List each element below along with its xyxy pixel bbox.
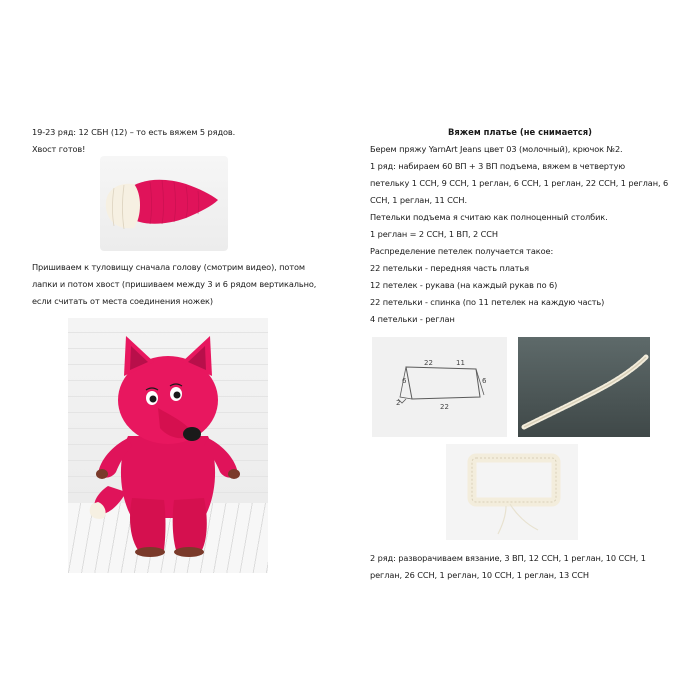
yarn-chain-illustration (518, 337, 650, 437)
text-line: петельку 1 ССН, 9 ССН, 1 реглан, 6 ССН, 1 реглан, 22 ССН, 1 реглан, 6 (370, 178, 669, 188)
tail-photo (100, 156, 228, 251)
scheme-label-top-b: 11 (456, 359, 465, 367)
text-line: Берем пряжу YarnArt Jeans цвет 03 (молочный), крючок №2. (370, 144, 623, 154)
crochet-frame-illustration (446, 444, 578, 540)
fox-illustration (68, 318, 268, 573)
scheme-label-corner: 2 (396, 399, 401, 407)
tail-illustration (100, 156, 228, 251)
scheme-label-top-a: 22 (424, 359, 433, 367)
right-column (370, 124, 670, 328)
text-line: если считать от места соединения ножек) (32, 296, 213, 306)
text-line: Петельки подъема я считаю как полноценный столбик. (370, 212, 608, 222)
text-line: Хвост готов! (32, 144, 86, 154)
text-line: 1 реглан = 2 ССН, 1 ВП, 2 ССН (370, 229, 498, 239)
text-line: 4 петельки - реглан (370, 314, 455, 324)
row2-block (370, 550, 670, 584)
text-line: 12 петелек - рукава (на каждый рукав по 6) (370, 280, 558, 290)
text-line: 22 петельки - передняя часть платья (370, 263, 529, 273)
left-column (32, 124, 337, 158)
text-line: Пришиваем к туловищу сначала голову (смотрим видео), потом (32, 262, 305, 272)
text-line: ССН, 1 реглан, 11 ССН. (370, 195, 467, 205)
text-line: 19-23 ряд: 12 СБН (12) – то есть вяжем 5 рядов. (32, 127, 236, 137)
text-line: реглан, 26 ССН, 1 реглан, 10 ССН, 1 реглан, 13 ССН (370, 570, 589, 580)
fox-toy-photo (68, 318, 268, 573)
crochet-dress-photo (446, 444, 578, 540)
yarn-chain-photo (518, 337, 650, 437)
text-line: Распределение петелек получается такое: (370, 246, 554, 256)
scheme-drawing (372, 337, 507, 437)
section-heading: Вяжем платье (не снимается) (448, 127, 592, 137)
scheme-label-bottom: 22 (440, 403, 449, 411)
text-line: 2 ряд: разворачиваем вязание, 3 ВП, 12 ССН, 1 реглан, 10 ССН, 1 (370, 553, 646, 563)
text-line: 1 ряд: набираем 60 ВП + 3 ВП подъема, вяжем в четвертую (370, 161, 626, 171)
scheme-label-right: 6 (482, 377, 487, 385)
text-line: лапки и потом хвост (пришиваем между 3 и 6 рядом вертикально, (32, 279, 317, 289)
left-column-2 (32, 259, 337, 310)
scheme-label-left: 6 (402, 377, 407, 385)
text-line: 22 петельки - спинка (по 11 петелек на каждую часть) (370, 297, 605, 307)
scheme-photo (372, 337, 507, 437)
